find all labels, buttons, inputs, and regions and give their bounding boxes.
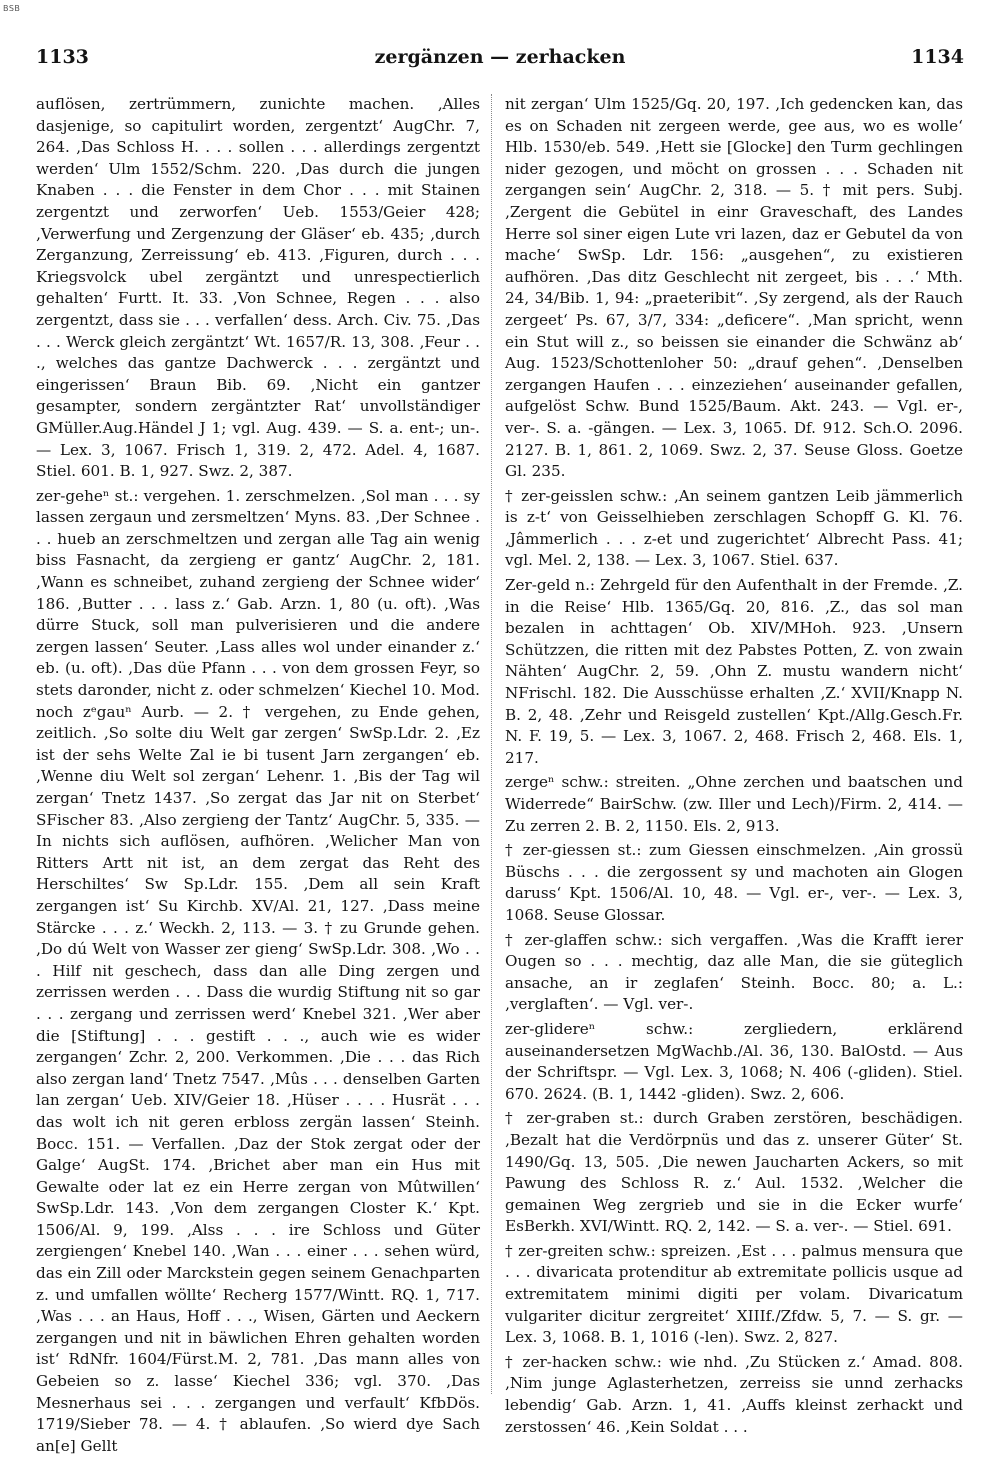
entry-zer-geld: Zer-geld n.: Zehrgeld für den Aufenthalt in der Fremde. ‚Z. in die Reise‘ Hlb. 1365/Gq. 20, 816. ‚Z., das sol man bezalen in achttagen‘ Ob. XIV/MHoh. 923. ‚Unsern Schützzen, die ritten mit dez Pabstes Potten, Z. von zwain Nähten‘ AugChr. 2, 59. ‚Ohn Z. mustu wandern nicht‘ NFrischl. 182. Die Ausschüsse erhalten ‚Z.‘ XVII/Knapp N. B. 2, 48. ‚Zehr und Reisgeld zustellen‘ Kpt./Allg.Gesch.Fr. N. F. 19, 5. — Lex. 3, 1067. 2, 468. Frisch 2, 468. Els. 1, 217. <box>505 576 963 767</box>
entry-zergen: zergeⁿ schw.: streiten. „Ohne zerchen und baatschen und Widerrede“ BairSchw. (zw. Iller und Lech)/Firm. 2, 414. — Zu zerren 2. B. 2, 1150. Els. 2, 913. <box>505 773 963 835</box>
entry-zer-gehen: zer-geheⁿ st.: vergehen. 1. zerschmelzen. ‚Sol man . . . sy lassen zergaun und zersmeltzen‘ Myns. 83. ‚Der Schnee . . . hueb an zerschmeltzen und zergan alle Tag ain wenig biss Fasnacht, da zergieng er gantz‘ AugChr. 2, 181. ‚Wann es schneibet, zuhand zergieng der Schnee wider‘ 186. ‚Butter . . . lass z.‘ Gab. Arzn. 1, 80 (u. oft). ‚Was dürre Stuck, soll man pulverisieren und die andere zergen lassen‘ Seuter. ‚Lass alles wol under einander z.‘ eb. (u. oft). ‚Das düe Pfann . . . von dem grossen Feyr, so stets daronder, nicht z. oder schmelzen‘ Kiechel 10. Mod. noch zᵉgauⁿ Aurb. — 2. † vergehen, zu Ende gehen, zeitlich. ‚So solte diu Welt gar zergen‘ SwSp.Ldr. 2. ‚Ez ist der sehs Welte Zal ie bi tusent Jarn zergangen‘ eb. ‚Wenne diu Welt sol zergan‘ Lehenr. 1. ‚Bis der Tag wil zergan‘ Tnetz 1437. ‚So zergat das Jar nit on Sterbet‘ SFischer 83. ‚Also zergieng der Tantz‘ AugChr. 5, 335. — In nichts sich auflösen, aufhören. ‚Welicher Man von Ritters Artt nit ist, an dem zergat das Reht des Herschiltes‘ Sw Sp.Ldr. 155. ‚Dem all sein Kraft zergangen ist‘ Su Kirchb. XV/Al. 21, 127. ‚Dass meine Stärcke . . . z.‘ Weckh. 2, 113. — 3. † zu Grunde gehen. ‚Do dú Welt von Wasser zer gieng‘ SwSp.Ldr. 308. ‚Wo . . . Hilf nit geschech, dass dan alle Ding zergen und zerrissen werden . . . Dass die wurdig Stiftung nit so gar . . . zergang und zerrissen werd‘ Knebel 321. ‚Wer aber die [Stiftung] . . . gestift . . ., auch wie es wider zergangen‘ Zchr. 2, 200. Verkommen. ‚Die . . . das Rich also zergan land‘ Tnetz 7547. ‚Mûs . . . denselben Garten lan zergan‘ Ueb. XIV/Geier 18. ‚Hüser . . . . Husrät . . . das wolt ich nit geren erbloss zergän lassen‘ Steinh. Bocc. 151. — Verfallen. ‚Daz der Stok zergat oder der Galge‘ AugSt. 174. ‚Brichet aber man ein Hus mit Gewalte oder lat ez ein Herre zergan von Mûtwillen‘ SwSp.Ldr. 143. ‚Von dem zergangen Closter K.‘ Kpt. 1506/Al. 9, 199. ‚Alss . . . ire Schloss und Güter zergiengen‘ Knebel 140. ‚Wan . . . einer . . . sehen würd, das ein Zill oder Marckstein gegen seinem Genachparten z. und umfallen wöllte‘ Recherg 1577/Wintt. RQ. 1, 717. ‚Was . . . an Haus, Hoff . . ., Wisen, Gärten und Aeckern zergangen und nit in bäwlichen Ehren gehalten worden ist‘ RdNfr. 1604/Fürst.M. 2, 781. ‚Das mann alles von Gebeien so z. lasse‘ Kiechel 336; vgl. 370. ‚Das Mesnerhaus sei . . . zergangen und verfault‘ KfbDös. 1719/Sieber 78. — 4. † ablaufen. ‚So wierd dye Sach an[e] Gellt <box>36 486 480 1455</box>
page-number-left: 1133 <box>36 46 89 68</box>
entry-zer-giessen: † zer-giessen st.: zum Giessen einschmelzen. ‚Ain grossü Büschs . . . die zergossent sy und machoten ain Glogen daruss‘ Kpt. 1506/Al. 10, 48. — Vgl. er-, ver-. — Lex. 3, 1068. Seuse Glossar. <box>505 841 963 924</box>
entry-zerganzen-continued: auflösen, zertrümmern, zunichte machen. ‚Alles dasjenige, so capitulirt worden, zergentzt‘ AugChr. 7, 264. ‚Das Schloss H. . . . sollen . . . allerdings zergentzt werden‘ Ulm 1552/Schm. 220. ‚Das durch die jungen Knaben . . . die Fenster in dem Chor . . . mit Stainen zergentzt und zerworfen‘ Ueb. 1553/Geier 428; ‚Verwerfung und Zergenzung der Gläser‘ eb. 435; ‚durch Zerganzung, Zerreissung‘ eb. 413. ‚Figuren, durch . . . Kriegsvolck ubel zergäntzt und unrespectierlich gehalten‘ Furtt. It. 33. ‚Von Schnee, Regen . . . also zergentzt, dass sie . . . verfallen‘ dess. Arch. Civ. 75. ‚Das . . . Werck gleich zergäntzt‘ Wt. 1657/R. 13, 308. ‚Feur . . ., welches das gantze Dachwerck . . . zergäntzt und eingerissen‘ Braun Bib. 69. ‚Nicht ein gantzer gesampter, sondern zergäntzter Rat‘ unvollständiger GMüller.Aug.Händel J 1; vgl. Aug. 439. — S. a. ent-; un-. — Lex. 3, 1067. Frisch 1, 319. 2, 472. Adel. 4, 1687. Stiel. 601. B. 1, 927. Swz. 2, 387. <box>36 95 480 481</box>
running-title: zergänzen — zerhacken <box>374 46 626 68</box>
left-column <box>36 94 480 1455</box>
entry-zer-gliederen: zer-glidereⁿ schw.: zergliedern, erklärend auseinandersetzen MgWachb./Al. 36, 130. BalOstd. — Aus der Schriftspr. — Vgl. Lex. 3, 1068; N. 406 (-gliden). Stiel. 670. 2624. (B. 1, 1442 -gliden). Swz. 2, 606. <box>505 1019 963 1103</box>
entry-zer-graben: † zer-graben st.: durch Graben zerstören, beschädigen. ‚Bezalt hat die Verdörpnüs und das z. unserer Güter‘ St. 1490/Gq. 13, 505. ‚Die newen Jaucharten Ackers, so mit Pawung des Schloss R. z.‘ Aul. 1532. ‚Welcher die gemainen Weg zergrieb und sie in die Ecker wurfe‘ EsBerkh. XVI/Wintt. RQ. 2, 142. — S. a. ver-. — Stiel. 691. <box>505 1109 963 1236</box>
column-divider <box>491 94 492 1394</box>
entry-zer-geisslen: † zer-geisslen schw.: ‚An seinem gantzen Leib jämmerlich is z-t‘ von Geisselhieben zerschlagen Schopff G. Kl. 76. ‚Jâmmerlich . . . z-et und zugerichtet‘ Albrecht Pass. 41; vgl. Mel. 2, 138. — Lex. 3, 1067. Stiel. 637. <box>505 486 963 570</box>
entry-zer-hacken: † zer-hacken schw.: wie nhd. ‚Zu Stücken z.‘ Amad. 808. ‚Nim junge Aglasterhetzen, zerreiss sie unnd zerhacks lebendig‘ Gab. Arzn. 1, 41. ‚Auffs kleinst zerhackt und zerstossen‘ 46. ‚Kein Soldat . . . <box>505 1352 963 1436</box>
page-header <box>36 46 964 76</box>
right-column <box>505 94 963 1436</box>
entry-zer-greiten: † zer-greiten schw.: spreizen. ‚Est . . . palmus mensura que . . . divaricata protenditur ab extremitate pollicis usque ad extremitatem minimi digiti per volam. Divaricatum vulgariter dicitur zergreitet‘ XIIIf./Zfdw. 5, 7. — S. gr. — Lex. 3, 1068. B. 1, 1016 (-len). Swz. 2, 827. <box>505 1241 963 1347</box>
entry-zer-gehen-continued: nit zergan‘ Ulm 1525/Gq. 20, 197. ‚Ich gedencken kan, das es on Schaden nit zergeen werde, gee aus, wo es wolle‘ Hlb. 1530/eb. 549. ‚Hett sie [Glocke] den Turm gechlingen nider gezogen, und möcht on grossen . . . Schaden nit zergangen sein‘ AugChr. 2, 318. — 5. † mit pers. Subj. ‚Zergent die Gebütel in einr Graveschaft, des Landes Herre sol siner eigen Lute vri lazen, daz er Gebutel da von mache‘ SwSp. Ldr. 156: „ausgehen“, zu existieren aufhören. ‚Das ditz Geschlecht nit zergeet, bis . . .‘ Mth. 24, 34/Bib. 1, 94: „praeteribit“. ‚Sy zergend, als der Rauch zergeet‘ Ps. 67, 3/7, 334: „deficere“. ‚Man spricht, wenn ein Stut will z., so beissen sie einander die Schwänz ab‘ Aug. 1523/Schottenloher 50: „drauf gehen“. ‚Denselben zergangen Haufen . . . einzeziehen‘ auseinander gefallen, aufgelöst Schw. Bund 1525/Baum. Akt. 243. — Vgl. er-, ver-. S. a. -gängen. — Lex. 3, 1065. Df. 912. Sch.O. 2096. 2127. B. 1, 861. 2, 1069. Swz. 2, 37. Seuse Gloss. Goetze Gl. 235. <box>505 95 963 481</box>
library-mark: BSB <box>3 4 21 13</box>
page-number-right: 1134 <box>911 46 964 68</box>
entry-zer-glaffen: † zer-glaffen schw.: sich vergaffen. ‚Was die Krafft ierer Ougen so . . . mechtig, daz alle Man, die sie güteglich ansache, an ir zeglafen‘ Steinh. Bocc. 80; a. L.: ‚verglaften‘. — Vgl. ver-. <box>505 930 963 1014</box>
